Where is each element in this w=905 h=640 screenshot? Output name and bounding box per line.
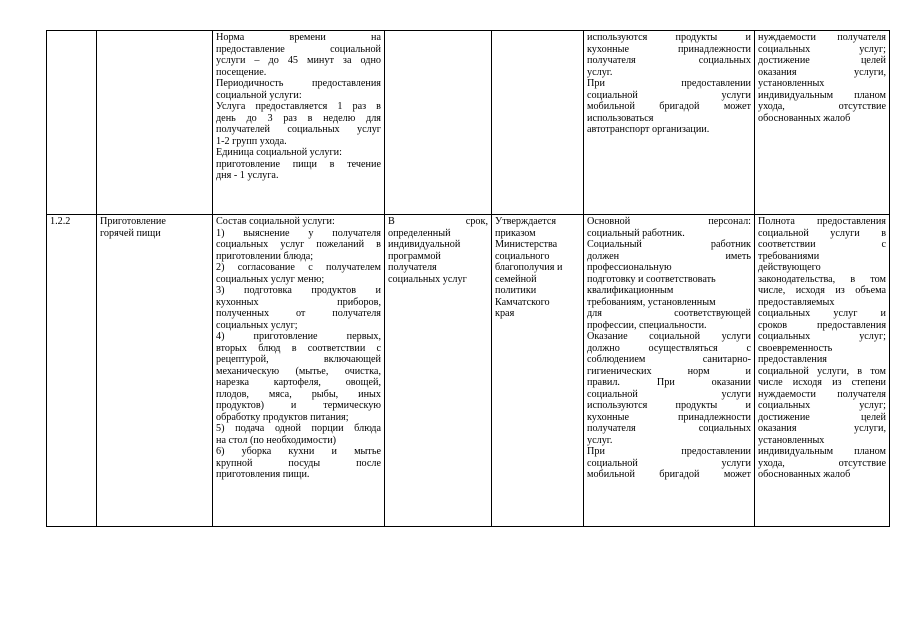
text-line: день до 3 раз в неделю для — [216, 112, 381, 124]
text-line: Социальный работник — [587, 239, 751, 250]
text-line: гигиенических норм и — [587, 365, 751, 377]
text-line: достижение целей — [758, 55, 886, 66]
text-line: кухонных приборов, — [216, 296, 381, 308]
text-line: предоставления — [758, 354, 827, 365]
text-line: социального — [495, 250, 550, 262]
services-table — [46, 30, 890, 527]
text-line: нарезка картофеля, овощей, — [216, 377, 381, 388]
text-line: социальных услуг; — [758, 43, 886, 55]
text-line: продуктов) и термическую — [216, 400, 381, 411]
text-line: социальной услуги — [587, 457, 751, 469]
text-line: должен иметь — [587, 250, 751, 262]
text-line: социальных услуг; — [216, 319, 298, 331]
text-line: горячей пищи — [100, 227, 161, 239]
text-line: используются продукты и — [587, 32, 751, 43]
text-line: автотранспорт организации. — [587, 124, 710, 135]
text-line: социальный работник. — [587, 227, 685, 239]
text-line: услуг. — [587, 66, 613, 78]
table-row — [47, 215, 890, 527]
cell-service-name — [97, 31, 213, 215]
text-line: социальных услуг; — [758, 400, 886, 411]
text-line: программой — [388, 250, 441, 262]
text-line: Основной персонал: — [587, 216, 751, 227]
cell-standard — [492, 31, 584, 215]
text-line: края — [495, 308, 515, 319]
text-line: 4) приготовление первых, — [216, 331, 381, 342]
text-line: социальных услуг меню; — [216, 273, 325, 285]
text-line: предоставление социальной — [216, 43, 381, 55]
text-line: подготовку и соответствовать — [587, 273, 716, 285]
text-line: В срок, — [388, 216, 488, 227]
text-line: вторых блюд в соответствии с — [216, 342, 381, 354]
text-line: посещение. — [216, 66, 267, 78]
text-line: Оказание социальной услуги — [587, 331, 751, 342]
text-line: приготовления пищи. — [216, 469, 310, 480]
text-line: должно осуществляться с — [587, 342, 751, 354]
text-line: определенный — [388, 227, 451, 239]
text-line: услуги – до 45 минут за одно — [216, 55, 381, 66]
text-line: законодательства, в том — [758, 273, 886, 285]
text-line: обоснованных жалоб — [758, 469, 851, 480]
text-line: рецептурой, включающей — [216, 354, 381, 365]
text-line: Приготовление — [100, 216, 166, 227]
text-line: профессиональную — [587, 262, 672, 273]
text-line: приготовление пищи в течение — [216, 158, 381, 170]
text-line: индивидуальным планом — [758, 446, 886, 457]
text-line: социальной услуги: — [216, 89, 302, 101]
text-line: социальных услуг пожеланий в — [216, 239, 381, 250]
text-line: При предоставлении — [587, 78, 751, 89]
text-line: для соответствующей — [587, 308, 751, 319]
text-line: обоснованных жалоб — [758, 112, 851, 124]
text-line: полученных от получателя — [216, 308, 381, 319]
cell-service-content — [213, 31, 385, 215]
text-line: ухода, отсутствие — [758, 101, 886, 112]
text-line: механическую (мытье, очистка, — [216, 365, 381, 377]
text-line: Единица социальной услуги: — [216, 147, 342, 158]
text-line: предоставляемых — [758, 296, 835, 308]
text-line: ухода, отсутствие — [758, 457, 886, 469]
text-line: получателя социальных — [587, 55, 751, 66]
text-line: плодов, мяса, рыбы, иных — [216, 388, 381, 400]
text-line: социальной услуги в — [758, 227, 886, 239]
text-line: Камчатского — [495, 296, 550, 308]
text-line: соблюдением санитарно- — [587, 354, 751, 365]
text-line: Полнота предоставления — [758, 216, 886, 227]
text-line: социальной услуги — [587, 89, 751, 101]
text-line: профессии, специальности. — [587, 319, 707, 331]
text-line: требованиям, установленным — [587, 296, 716, 308]
text-line: услуг. — [587, 434, 613, 446]
text-line: требованиями — [758, 250, 820, 262]
text-line: индивидуальным планом — [758, 89, 886, 101]
text-line: получателей социальных услуг — [216, 124, 381, 135]
cell-quality-indicators — [755, 215, 890, 527]
text-line: приказом — [495, 227, 536, 239]
text-line: 1-2 групп ухода. — [216, 135, 287, 147]
text-line: кухонные принадлежности — [587, 411, 751, 423]
text-line: 5) подача одной порции блюда — [216, 423, 381, 434]
text-line: При предоставлении — [587, 446, 751, 457]
text-line: своевременность — [758, 342, 833, 354]
text-line: 1) выяснение у получателя — [216, 227, 381, 239]
text-line: Утверждается — [495, 216, 557, 227]
text-line: приготовлении блюда; — [216, 250, 314, 262]
text-line: правил. При оказании — [587, 377, 751, 388]
text-line: установленных — [758, 434, 825, 446]
table-row — [47, 31, 890, 215]
cell-number: 1.2.2 — [47, 215, 97, 527]
cell-conditions — [584, 31, 755, 215]
text-line: кухонные принадлежности — [587, 43, 751, 55]
text-line: социальных услуг; — [758, 331, 886, 342]
text-line: сроков предоставления — [758, 319, 886, 331]
cell-term — [385, 215, 492, 527]
cell-number — [47, 31, 97, 215]
text-line: социальной услуги, в том — [758, 365, 886, 377]
text-line: семейной — [495, 273, 537, 285]
text-line: мобильной бригадой может — [587, 101, 751, 112]
text-line: 3) подготовка продуктов и — [216, 285, 381, 296]
cell-term — [385, 31, 492, 215]
text-line: Состав социальной услуги: — [216, 216, 335, 227]
text-line: используются продукты и — [587, 400, 751, 411]
text-line: социальной услуги — [587, 388, 751, 400]
cell-quality-indicators — [755, 31, 890, 215]
text-line: Периодичность предоставления — [216, 78, 381, 89]
text-line: достижение целей — [758, 411, 886, 423]
text-line: Услуга предоставляется 1 раз в — [216, 101, 381, 112]
text-line: индивидуальной — [388, 239, 461, 250]
text-line: числе исходя из степени — [758, 377, 886, 388]
text-line: дня - 1 услуга. — [216, 170, 279, 181]
text-line: квалификационным — [587, 285, 674, 296]
text-line: социальных услуг и — [758, 308, 886, 319]
cell-service-name — [97, 215, 213, 527]
text-line: мобильной бригадой может — [587, 469, 751, 480]
cell-conditions — [584, 215, 755, 527]
text-line: числе, исходя из объема — [758, 285, 886, 296]
cell-service-content — [213, 215, 385, 527]
text-line: действующего — [758, 262, 821, 273]
text-line: оказания услуги, — [758, 423, 886, 434]
cell-standard — [492, 215, 584, 527]
text-line: установленных — [758, 78, 825, 89]
text-line: обработку продуктов питания; — [216, 411, 349, 423]
text-line: Норма времени на — [216, 32, 381, 43]
text-line: 6) уборка кухни и мытье — [216, 446, 381, 457]
text-line: 2) согласование с получателем — [216, 262, 381, 273]
text-line: получателя — [388, 262, 437, 273]
text-line: использоваться — [587, 112, 654, 124]
text-line: соответствии с — [758, 239, 886, 250]
text-line: крупной посуды после — [216, 457, 381, 469]
text-line: на стол (по необходимости) — [216, 434, 337, 446]
text-line: Министерства — [495, 239, 558, 250]
text-line: благополучия и — [495, 262, 563, 273]
text-line: политики — [495, 285, 537, 296]
text-line: получателя социальных — [587, 423, 751, 434]
text-line: социальных услуг — [388, 273, 467, 285]
text-line: нуждаемости получателя — [758, 388, 886, 400]
text-line: оказания услуги, — [758, 66, 886, 78]
text-line: нуждаемости получателя — [758, 32, 886, 43]
